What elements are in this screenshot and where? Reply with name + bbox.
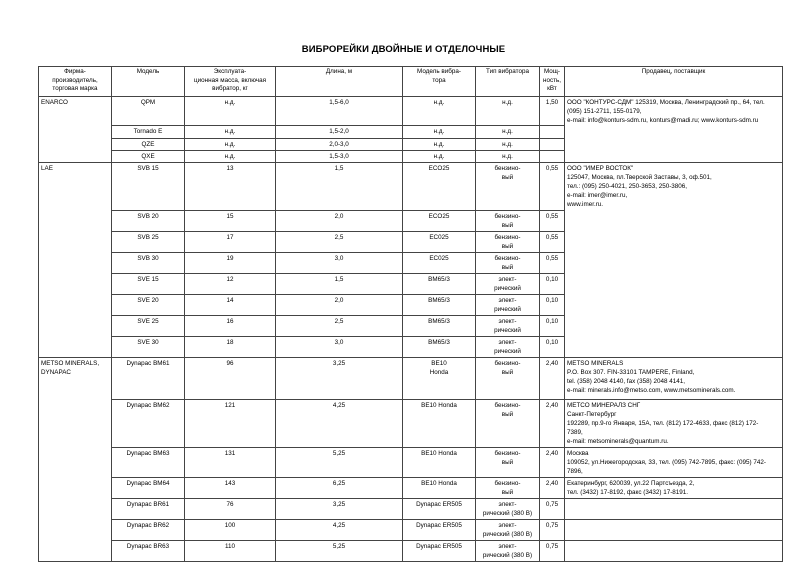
header-supplier xyxy=(565,67,783,97)
power-cell: 2,40 xyxy=(540,478,565,499)
vibrator-type: вый xyxy=(501,411,514,418)
vibrator-type-cell xyxy=(476,499,540,520)
firm-name: LAE xyxy=(41,165,53,172)
length-cell: 4,25 xyxy=(276,400,403,448)
vibrator-type-cell xyxy=(476,139,540,151)
supplier-cell xyxy=(565,163,783,358)
firm-name: METSO MINERALS, xyxy=(41,360,100,367)
header-vib-model xyxy=(403,67,476,97)
vibrator-model-cell xyxy=(403,139,476,151)
mass-cell: 16 xyxy=(185,316,276,337)
header-text: тора xyxy=(432,76,446,84)
power-cell: 0,10 xyxy=(540,295,565,316)
vibrator-type: бензино- xyxy=(494,402,521,409)
mass-cell: 143 xyxy=(185,478,276,499)
mass-cell: 19 xyxy=(185,253,276,274)
supplier-line: ООО "КОНТУРС-СДМ" 125319, Москва, Ленинградский пр., 64, тел. xyxy=(567,99,765,106)
vibrator-type-cell xyxy=(476,541,540,562)
header-text: Длина, м xyxy=(325,68,353,75)
vibrator-model-cell xyxy=(403,400,476,448)
model-cell: Dynapac BR63 xyxy=(112,541,185,562)
length-cell: 3,0 xyxy=(276,337,403,358)
supplier-cell xyxy=(565,520,783,541)
vibrator-model-cell xyxy=(403,97,476,126)
supplier-line: Санкт-Петербург xyxy=(567,411,617,418)
length-cell: 3,0 xyxy=(276,253,403,274)
vibrator-type-cell xyxy=(476,163,540,211)
length-cell: 2,0 xyxy=(276,295,403,316)
vibrator-model: н.д. xyxy=(433,141,445,148)
vibrator-model: ECO25 xyxy=(428,165,450,172)
power-cell xyxy=(540,126,565,139)
vibrator-type: вый xyxy=(501,459,514,466)
supplier-line: тел.: (095) 250-4021, 250-3653, 250-3806, xyxy=(567,183,688,190)
vibrator-type: рический xyxy=(494,327,521,334)
header-text: Тип вибратора xyxy=(486,68,529,75)
table-row xyxy=(39,499,783,520)
table-row xyxy=(39,163,783,211)
header-length xyxy=(276,67,403,97)
model-cell: SVB 25 xyxy=(112,232,185,253)
vibrator-type-cell xyxy=(476,448,540,478)
length-cell: 1,5 xyxy=(276,163,403,211)
table-row xyxy=(39,520,783,541)
supplier-line: e-mail: minerals.info@metso.com, www.metsominerals.com. xyxy=(567,387,736,394)
vibrator-type: бензино- xyxy=(494,213,521,220)
firm-cell xyxy=(39,163,112,358)
supplier-line: P.O. Box 307. FIN-33101 TAMPERE, Finland, xyxy=(567,369,695,376)
vibrator-type-cell xyxy=(476,232,540,253)
vibrator-model: н.д. xyxy=(433,99,445,106)
mass-cell: 18 xyxy=(185,337,276,358)
firm-name: ENARCO xyxy=(41,99,68,106)
length-cell: 1,5 xyxy=(276,274,403,295)
vibrator-type: вый xyxy=(501,222,514,229)
vibrator-model: BM65/3 xyxy=(428,276,450,283)
length-cell: 2,0-3,0 xyxy=(276,139,403,151)
power-cell: 0,10 xyxy=(540,337,565,358)
vibrator-type: н.д. xyxy=(502,99,513,106)
vibrator-type: рический (380 В) xyxy=(482,531,533,538)
vibrator-type: рический xyxy=(494,285,521,292)
table-row xyxy=(39,97,783,126)
mass-cell: 13 xyxy=(185,163,276,211)
model-cell: Dynapac BM63 xyxy=(112,448,185,478)
model-cell: Tornado E xyxy=(112,126,185,139)
length-cell: 2,5 xyxy=(276,232,403,253)
mass-cell: 131 xyxy=(185,448,276,478)
table-row xyxy=(39,400,783,448)
length-cell: 1,5-2,0 xyxy=(276,126,403,139)
vibrator-type-cell xyxy=(476,253,540,274)
model-cell: SVE 15 xyxy=(112,274,185,295)
vibrator-type-cell xyxy=(476,126,540,139)
vibrator-type-cell xyxy=(476,520,540,541)
vibrator-type-cell xyxy=(476,400,540,448)
length-cell: 1,5-3,0 xyxy=(276,151,403,163)
vibrator-model: н.д. xyxy=(433,128,445,135)
mass-cell: 17 xyxy=(185,232,276,253)
model-cell: SVB 15 xyxy=(112,163,185,211)
model-cell: Dynapac BR61 xyxy=(112,499,185,520)
length-cell: 5,25 xyxy=(276,448,403,478)
model-cell: QXE xyxy=(112,151,185,163)
power-cell: 0,55 xyxy=(540,163,565,211)
vibrator-type-cell xyxy=(476,316,540,337)
power-cell: 2,40 xyxy=(540,358,565,400)
vibrator-model-cell xyxy=(403,232,476,253)
table-row xyxy=(39,478,783,499)
mass-cell: 121 xyxy=(185,400,276,448)
model-cell: SVE 30 xyxy=(112,337,185,358)
vibrator-model: BM65/3 xyxy=(428,297,450,304)
supplier-line: e-mail: info@konturs-sdm.ru, konturs@madi.ru; www.konturs-sdm.ru xyxy=(567,117,759,124)
mass-cell: 100 xyxy=(185,520,276,541)
vibrator-type: вый xyxy=(501,264,514,271)
header-model xyxy=(112,67,185,97)
supplier-cell xyxy=(565,448,783,478)
vibrator-type: рический (380 В) xyxy=(482,552,533,559)
table-row xyxy=(39,541,783,562)
mass-cell: 76 xyxy=(185,499,276,520)
model-cell: QPM xyxy=(112,97,185,126)
vibrator-model-cell xyxy=(403,337,476,358)
supplier-line: тел. (3432) 17-8192, факс (3432) 17-8191. xyxy=(567,489,689,496)
vibrator-model-cell xyxy=(403,316,476,337)
power-cell: 2,40 xyxy=(540,400,565,448)
power-cell xyxy=(540,139,565,151)
model-cell: SVE 20 xyxy=(112,295,185,316)
header-text: Мощ- xyxy=(543,68,561,75)
vibrator-type: бензино- xyxy=(494,450,521,457)
header-text: торговая марка xyxy=(52,85,98,92)
vibroscreed-table xyxy=(38,66,783,562)
power-cell: 0,55 xyxy=(540,211,565,232)
header-text: производитель, xyxy=(52,76,98,84)
power-cell: 0,55 xyxy=(540,253,565,274)
vibrator-model-cell xyxy=(403,358,476,400)
vibrator-model: BE10 Honda xyxy=(421,480,457,487)
header-text: ционная масса, включая xyxy=(194,76,266,84)
vibrator-model: Dynapac ER505 xyxy=(416,543,462,550)
mass-cell: н.д. xyxy=(185,151,276,163)
vibrator-model-cell xyxy=(403,163,476,211)
mass-cell: н.д. xyxy=(185,139,276,151)
supplier-cell xyxy=(565,400,783,448)
vibrator-model: Honda xyxy=(429,369,449,376)
header-row xyxy=(39,67,783,97)
supplier-cell xyxy=(565,478,783,499)
model-cell: Dynapac BM61 xyxy=(112,358,185,400)
vibrator-model-cell xyxy=(403,520,476,541)
supplier-line: ООО "ИМЕР ВОСТОК" xyxy=(567,165,634,172)
header-text: кВт xyxy=(547,85,557,92)
vibrator-type: элект- xyxy=(498,297,517,304)
vibrator-type: бензино- xyxy=(494,234,521,241)
supplier-line: e-mail: metsominerals@quantum.ru. xyxy=(567,438,669,445)
vibrator-type: элект- xyxy=(498,543,517,550)
power-cell: 0,75 xyxy=(540,520,565,541)
supplier-line: tel. (358) 2048 4140, fax (358) 2048 4141, xyxy=(567,378,685,385)
length-cell: 3,25 xyxy=(276,499,403,520)
header-text: Эксплуата- xyxy=(213,68,247,75)
supplier-cell xyxy=(565,97,783,163)
header-text: Продавец, поставщик xyxy=(641,68,706,75)
mass-cell: 14 xyxy=(185,295,276,316)
vibrator-type: н.д. xyxy=(502,141,513,148)
vibrator-type-cell xyxy=(476,337,540,358)
header-power xyxy=(540,67,565,97)
vibrator-type-cell xyxy=(476,358,540,400)
length-cell: 5,25 xyxy=(276,541,403,562)
vibrator-type: бензино- xyxy=(494,255,521,262)
header-text: Модель вибра- xyxy=(417,68,461,75)
vibrator-model-cell xyxy=(403,126,476,139)
supplier-line: Москва xyxy=(567,450,589,457)
vibrator-model: BE10 Honda xyxy=(421,450,457,457)
power-cell xyxy=(540,151,565,163)
supplier-line: www.imer.ru. xyxy=(567,201,604,208)
model-cell: SVE 25 xyxy=(112,316,185,337)
vibrator-type-cell xyxy=(476,274,540,295)
header-text: Фирма- xyxy=(64,68,86,75)
vibrator-type: бензино- xyxy=(494,480,521,487)
vibrator-model: EC025 xyxy=(429,255,449,262)
header-text: Модель xyxy=(136,68,160,75)
vibrator-type: вый xyxy=(501,174,514,181)
power-cell: 0,10 xyxy=(540,274,565,295)
length-cell: 6,25 xyxy=(276,478,403,499)
vibrator-model: Dynapac ER505 xyxy=(416,522,462,529)
vibrator-type: н.д. xyxy=(502,128,513,135)
supplier-line: Екатеринбург, 620039, ул.22 Партсъезда, 2, xyxy=(567,480,695,487)
supplier-line: МЕТСО МИНЕРАЛЗ СНГ xyxy=(567,402,641,409)
header-vib-type xyxy=(476,67,540,97)
power-cell: 1,50 xyxy=(540,97,565,126)
vibrator-model: BM65/3 xyxy=(428,318,450,325)
vibrator-type: элект- xyxy=(498,318,517,325)
vibrator-type: вый xyxy=(501,369,514,376)
vibrator-type-cell xyxy=(476,211,540,232)
vibrator-model-cell xyxy=(403,151,476,163)
vibrator-type-cell xyxy=(476,295,540,316)
vibrator-type: рический xyxy=(494,348,521,355)
table-row xyxy=(39,448,783,478)
vibrator-model: BE10 Honda xyxy=(421,402,457,409)
length-cell: 1,5-6,0 xyxy=(276,97,403,126)
vibrator-type-cell xyxy=(476,478,540,499)
vibrator-type-cell xyxy=(476,151,540,163)
length-cell: 4,25 xyxy=(276,520,403,541)
header-text: ность, xyxy=(542,76,562,84)
mass-cell: 110 xyxy=(185,541,276,562)
vibrator-model-cell xyxy=(403,478,476,499)
mass-cell: 15 xyxy=(185,211,276,232)
model-cell: SVB 30 xyxy=(112,253,185,274)
supplier-line: 7896, xyxy=(567,468,583,475)
length-cell: 2,5 xyxy=(276,316,403,337)
vibrator-model-cell xyxy=(403,541,476,562)
mass-cell: н.д. xyxy=(185,126,276,139)
power-cell: 2,40 xyxy=(540,448,565,478)
vibrator-type: рический (380 В) xyxy=(482,510,533,517)
vibrator-type: элект- xyxy=(498,522,517,529)
vibrator-model: EC025 xyxy=(429,234,449,241)
firm-cell xyxy=(39,358,112,562)
vibrator-model: н.д. xyxy=(433,153,445,160)
model-cell: SVB 20 xyxy=(112,211,185,232)
model-cell: Dynapac BM62 xyxy=(112,400,185,448)
vibrator-model-cell xyxy=(403,211,476,232)
vibrator-model-cell xyxy=(403,253,476,274)
vibrator-model: Dynapac ER505 xyxy=(416,501,462,508)
supplier-cell xyxy=(565,358,783,400)
power-cell: 0,10 xyxy=(540,316,565,337)
supplier-line: 125047, Москва, пл.Тверской Заставы, 3, оф.501, xyxy=(567,174,712,181)
vibrator-type: элект- xyxy=(498,339,517,346)
header-firm xyxy=(39,67,112,97)
vibrator-model: ECO25 xyxy=(428,213,450,220)
supplier-cell xyxy=(565,499,783,520)
vibrator-type: элект- xyxy=(498,501,517,508)
model-cell: Dynapac BM64 xyxy=(112,478,185,499)
vibrator-model-cell xyxy=(403,499,476,520)
power-cell: 0,55 xyxy=(540,232,565,253)
firm-cell xyxy=(39,97,112,163)
length-cell: 3,25 xyxy=(276,358,403,400)
supplier-cell xyxy=(565,541,783,562)
supplier-line: 109052, ул.Нижегородская, 33, тел. (095) 742-7895, факс: (095) 742- xyxy=(567,459,766,466)
supplier-line: (095) 151-2711, 155-0179, xyxy=(567,108,642,115)
vibrator-type-cell xyxy=(476,97,540,126)
vibrator-model-cell xyxy=(403,295,476,316)
table-row xyxy=(39,358,783,400)
vibrator-model: BE10 xyxy=(431,360,447,367)
vibrator-model-cell xyxy=(403,448,476,478)
length-cell: 2,0 xyxy=(276,211,403,232)
supplier-line: METSO MINERALS xyxy=(567,360,624,367)
firm-name: DYNAPAC xyxy=(41,369,71,376)
vibrator-type: н.д. xyxy=(502,153,513,160)
mass-cell: 96 xyxy=(185,358,276,400)
model-cell: Dynapac BR62 xyxy=(112,520,185,541)
supplier-line: 192289, пр.9-го Января, 15А, тел. (812) 172-4633, факс (812) 172- xyxy=(567,420,759,427)
supplier-line: e-mail: imer@imer.ru, xyxy=(567,192,628,199)
power-cell: 0,75 xyxy=(540,499,565,520)
vibrator-type: бензино- xyxy=(494,165,521,172)
header-text: вибратор, кг xyxy=(212,85,248,92)
mass-cell: 12 xyxy=(185,274,276,295)
model-cell: QZE xyxy=(112,139,185,151)
table-body xyxy=(39,97,783,562)
vibrator-type: элект- xyxy=(498,276,517,283)
mass-cell: н.д. xyxy=(185,97,276,126)
header-mass xyxy=(185,67,276,97)
vibrator-type: рический xyxy=(494,306,521,313)
supplier-line: 7389, xyxy=(567,429,583,436)
page-title: ВИБРОРЕЙКИ ДВОЙНЫЕ И ОТДЕЛОЧНЫЕ xyxy=(301,44,506,55)
vibrator-model-cell xyxy=(403,274,476,295)
vibrator-type: вый xyxy=(501,489,514,496)
power-cell: 0,75 xyxy=(540,541,565,562)
vibrator-type: бензино- xyxy=(494,360,521,367)
vibrator-type: вый xyxy=(501,243,514,250)
vibrator-model: BM65/3 xyxy=(428,339,450,346)
